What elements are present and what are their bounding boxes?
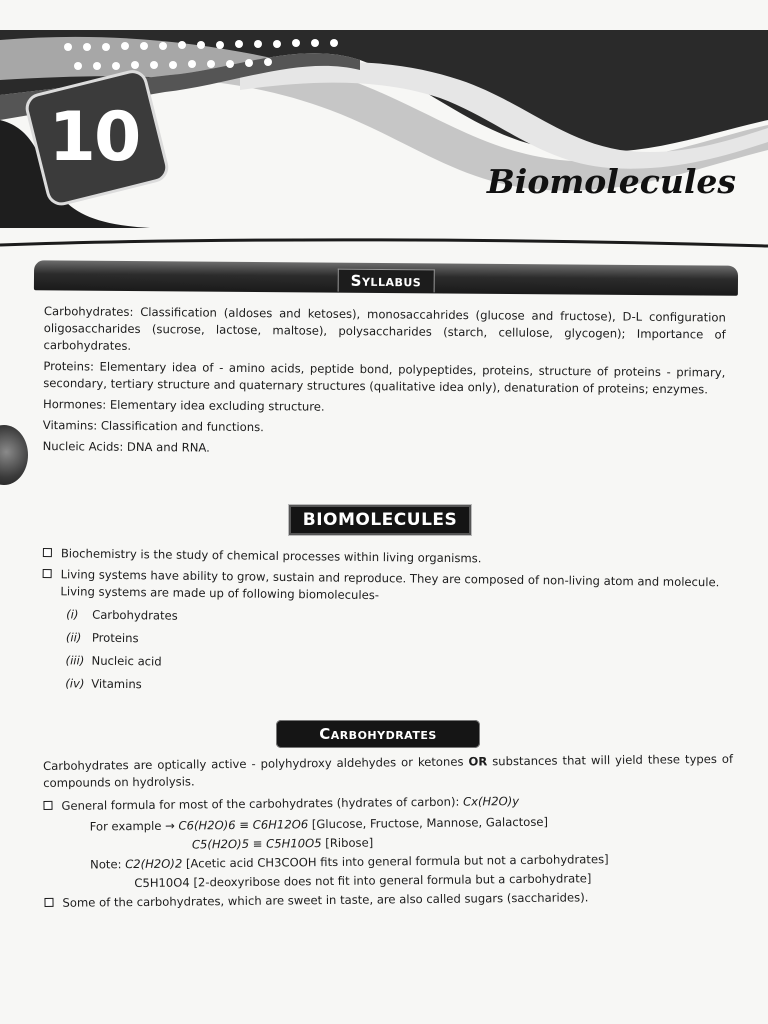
bullet-text: Some of the carbohydrates, which are sweet in taste, are also called sugars (saccharides). [62,890,589,910]
biomolecules-heading: BIOMOLECULES [289,505,471,535]
item-label: Vitamins [91,676,142,692]
note-text: [2-deoxyribose does not fit into general formula but a carbohydrate] [193,871,592,890]
bullet-text: Biochemistry is the study of chemical processes within living organisms. [60,546,482,566]
biomolecule-types-list [65,606,732,700]
item-number: (iv) [65,676,85,691]
syllabus-heading-bar [34,260,738,296]
syllabus-heading: Syllabus [338,269,435,293]
syllabus-content [43,303,726,466]
example-label: For example → [89,818,175,834]
checkbox-bullet-icon [43,801,52,810]
chapter-number: 10 [48,97,140,177]
syllabus-paragraph: Nucleic Acids: DNA and RNA. [42,438,210,455]
item-number: (iii) [65,653,85,668]
item-number: (i) [66,607,79,622]
syllabus-paragraph: Carbohydrates: Classification (aldoses and ketoses), monosaccahrides (glucose and fructose), D-L configuration oligosaccharides (sucrose, lactose, maltose), polysaccharides (starch, cellulose, glycogen); Importance of carbohydrates. [43,303,726,353]
formula: C6(H2O)6 ≡ C6H12O6 [178,817,309,833]
formula: C5(H2O)5 ≡ C5H10O5 [191,836,322,852]
checkbox-bullet-icon [43,548,52,557]
list-item [66,629,732,654]
list-item [41,566,732,700]
item-label: Carbohydrates [92,607,178,623]
intro-text: substances that will yield these types of compounds on hydrolysis. [43,751,734,790]
carbohydrates-heading: Carbohydrates [276,720,480,748]
bullet-text: General formula for most of the carbohydrates (hydrates of carbon): [61,794,460,813]
intro-text: Carbohydrates are optically active - polyhydroxy aldehydes or ketones [43,754,464,773]
biomolecules-section [41,545,733,706]
general-formula: Cx(H2O)y [462,794,520,809]
list-item [65,675,731,700]
syllabus-paragraph: Hormones: Elementary idea excluding structure. [42,396,325,414]
list-item [66,606,732,631]
formula-note: [Glucose, Fructose, Mannose, Galactose] [311,814,549,832]
carbohydrates-intro [43,751,733,792]
item-label: Nucleic acid [91,653,162,669]
bullet-text: Living systems have ability to grow, sustain and reproduce. They are composed of non-living atom and molecule. Living systems are made up of following biomolecules- [60,567,720,603]
item-number: (ii) [65,630,82,645]
formula: C2(H2O)2 [125,856,183,872]
note-label: Note: [90,857,122,872]
list-item [65,652,731,677]
item-label: Proteins [91,630,139,646]
formula: C5H10O4 [134,875,190,891]
syllabus-paragraph: Vitamins: Classification and functions. [42,417,264,435]
checkbox-bullet-icon [43,569,52,578]
checkbox-bullet-icon [44,898,53,907]
chapter-title: Biomolecules [486,162,736,201]
formula-note: [Ribose] [325,835,374,851]
syllabus-paragraph: Proteins: Elementary idea of - amino acids, peptide bond, polypeptides, proteins, structure of proteins - primary, secondary, tertiary structure and quaternary structures (qualitative idea only), denaturation of proteins; enzymes. [43,358,726,397]
carbohydrates-section [43,751,735,916]
list-item [43,791,733,815]
binding-shadow [0,425,28,485]
note-text: [Acetic acid CH3COOH fits into general formula but not a carbohydrates] [185,852,609,871]
header-divider [0,236,768,248]
intro-or: OR [468,754,488,769]
